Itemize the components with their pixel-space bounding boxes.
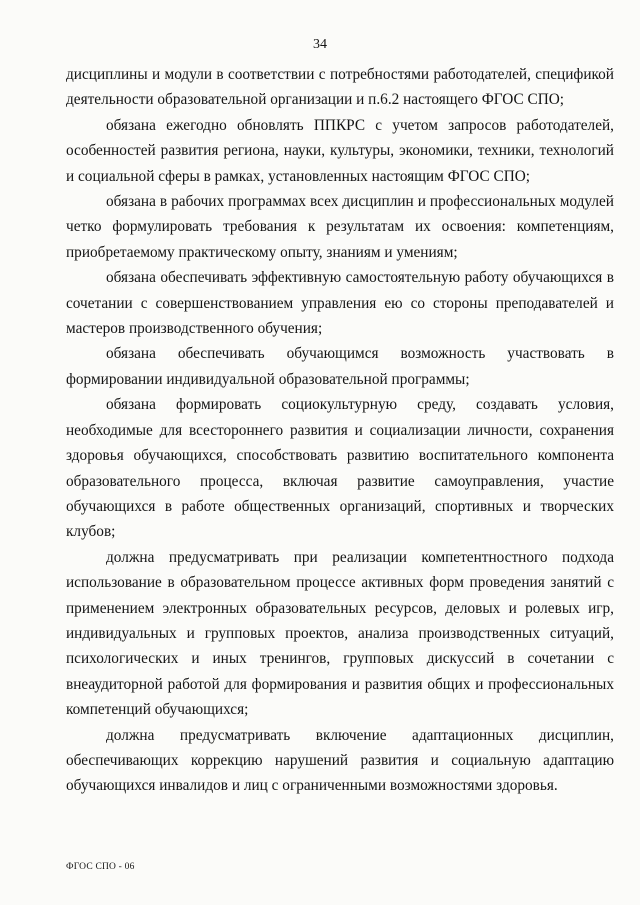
paragraph-adaptation-disciplines: должна предусматривать включение адаптационных дисциплин, обеспечивающих коррекцию нарушений развития и социальную адаптацию обучающихся инвалидов и лиц с ограниченными возможностями здоровья. bbox=[66, 726, 614, 795]
body-text bbox=[66, 62, 614, 799]
paragraph-active-forms: должна предусматривать при реализации компетентностного подхода использование в образовательном процессе активных форм проведения занятий с применением электронных образовательных ресурсов, деловых и ролевых игр, индивидуальных и групповых проектов, анализа производственных ситуаций, психологических и иных тренингов, групповых дискуссий в сочетании с внеаудиторной работой для формирования и развития общих и профессиональных компетенций обучающихся; bbox=[66, 548, 614, 719]
paragraph-work-programs: обязана в рабочих программах всех дисциплин и профессиональных модулей четко формулировать требования к результатам их освоения: компетенциям, приобретаемому практическому опыту, знаниям и умениям; bbox=[66, 193, 614, 261]
page-number: 34 bbox=[313, 37, 327, 52]
paragraph-update-ppkrs: обязана ежегодно обновлять ППКРС с учетом запросов работодателей, особенностей развития региона, науки, культуры, экономики, техники, технологий и социальной сферы в рамках, установленных настоящим ФГОС СПО; bbox=[66, 116, 614, 185]
paragraph-individual-program: обязана обеспечивать обучающимся возможность участвовать в формировании индивидуальной образовательной программы; bbox=[66, 345, 614, 388]
paragraph-sociocultural-environment: обязана формировать социокультурную среду, создавать условия, необходимые для всестороннего развития и социализации личности, сохранения здоровья обучающихся, способствовать развитию воспитательного компонента образовательного процесса, включая развитие самоуправления, участие обучающихся в работе общественных организаций, спортивных и творческих клубов; bbox=[66, 396, 614, 541]
paragraph-continuation: дисциплины и модули в соответствии с потребностями работодателей, спецификой деятельности образовательной организации и п.6.2 настоящего ФГОС СПО; bbox=[66, 66, 614, 109]
footer-document-code: ФГОС СПО - 06 bbox=[66, 862, 135, 872]
paragraph-independent-work: обязана обеспечивать эффективную самостоятельную работу обучающихся в сочетании с совершенствованием управления ею со стороны преподавателей и мастеров производственного обучения; bbox=[66, 269, 614, 338]
